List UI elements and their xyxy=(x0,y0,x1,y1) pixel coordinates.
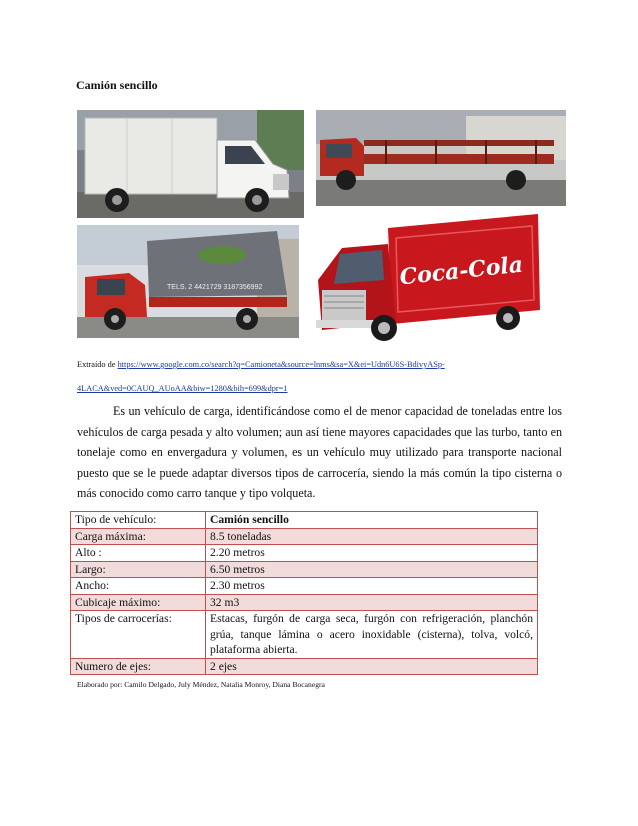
source-link[interactable]: https://www.google.com.co/search?q=Camioneta&source=lnms&sa=X&ei=Udn6U6S-BdivyASp-4LACA&ved=0CAUQ_AUoAA&biw=1280&bih=699&dpr=1 xyxy=(77,360,445,393)
table-cell-value: Camión sencillo xyxy=(206,512,538,529)
table-cell-label: Cubicaje máximo: xyxy=(71,594,206,611)
coca-cola-lettering: Coca-Cola xyxy=(398,251,525,291)
table-row xyxy=(71,512,538,529)
table-row xyxy=(71,594,538,611)
table-cell-value: 2.30 metros xyxy=(206,578,538,595)
table-row xyxy=(71,561,538,578)
table-row xyxy=(71,658,538,675)
tarp-lettering: TELS. 2 4421729 3187356992 xyxy=(167,284,263,291)
section-heading: Camión sencillo xyxy=(76,78,158,92)
truck-photo-coca-cola xyxy=(312,214,542,344)
table-row xyxy=(71,528,538,545)
authors-credit: Elaborado por: Camilo Delgado, July Méndez, Natalia Monroy, Diana Bocanegra xyxy=(77,680,325,689)
table-row xyxy=(71,545,538,562)
table-cell-value: 6.50 metros xyxy=(206,561,538,578)
table-cell-label: Carga máxima: xyxy=(71,528,206,545)
table-cell-label: Ancho: xyxy=(71,578,206,595)
table-cell-label: Tipos de carrocerías: xyxy=(71,611,206,659)
table-row xyxy=(71,611,538,659)
table-cell-value: 2.20 metros xyxy=(206,545,538,562)
table-cell-label: Alto : xyxy=(71,545,206,562)
truck-photo-red-flatbed xyxy=(316,110,566,206)
table-cell-value: 8.5 toneladas xyxy=(206,528,538,545)
source-prefix: Extraído de xyxy=(77,360,118,369)
table-cell-value: 32 m3 xyxy=(206,594,538,611)
specs-table xyxy=(70,511,538,675)
description-paragraph: Es un vehículo de carga, identificándose como el de menor capacidad de toneladas entre los vehículos de carga pesada y alto volumen; aun así tiene mayores capacidades que las turbo, tanto en tonelaje como en envergadura y volumen, es un vehículo muy utilizado para transporte nacional puesto que se le puede adaptar diversos tipos de carrocería, siendo la más común la tipo cisterna o más conocido como carro tanque y tipo volqueta. xyxy=(77,404,562,500)
table-cell-value: 2 ejes xyxy=(206,658,538,675)
table-cell-label: Tipo de vehículo: xyxy=(71,512,206,529)
table-cell-label: Numero de ejes: xyxy=(71,658,206,675)
table-row xyxy=(71,578,538,595)
image-source-note xyxy=(77,353,567,401)
table-cell-label: Largo: xyxy=(71,561,206,578)
table-cell-value: Estacas, furgón de carga seca, furgón con refrigeración, planchón grúa, tanque lámina o acero inoxidable (cisterna), tolva, volcó, plataforma abierta. xyxy=(206,611,538,659)
truck-photo-red-tarp xyxy=(77,225,299,338)
truck-photo-white-box xyxy=(77,110,304,218)
